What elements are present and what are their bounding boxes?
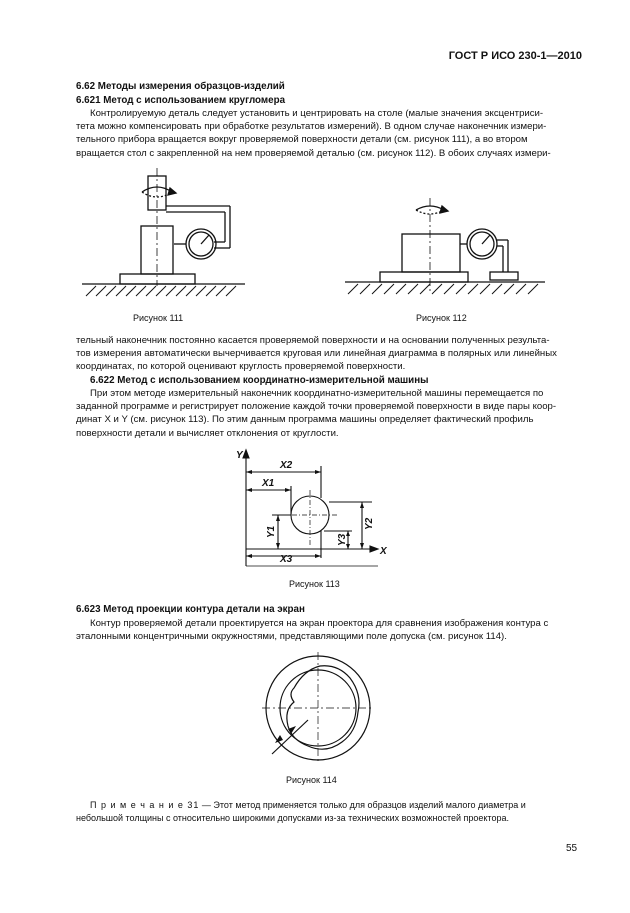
figure-111-caption: Рисунок 111 xyxy=(133,313,184,323)
text-line: При этом методе измерительный наконечник координатно-измерительной машины перемещается по xyxy=(90,388,544,399)
text-line: Контролируемую деталь следует установить и центрировать на столе (малые значения эксцентриси- xyxy=(90,108,544,119)
figure-114-drawing xyxy=(258,650,378,770)
figure-112-caption: Рисунок 112 xyxy=(416,313,467,323)
text-line: заданной программе и регистрирует положение каждой точки проверяемой поверхности в виде пары коор- xyxy=(76,401,557,413)
figure-113-drawing xyxy=(232,446,402,576)
text-line: эталонными концентричными окружностями, представляющими поле допуска (см. рисунок 114). xyxy=(76,631,507,643)
section-6-621-continued xyxy=(76,334,582,374)
text-line: тов измерения автоматически вычерчивается круговая или линейная диаграмма в полярных или линейных xyxy=(76,348,557,360)
section-6-622-text xyxy=(76,387,582,440)
page-number: 55 xyxy=(566,843,578,854)
note-31 xyxy=(76,799,582,824)
dim-y2-label: Y2 xyxy=(364,517,375,530)
section-6-623-text xyxy=(76,617,582,643)
text-line: Контур проверяемой детали проектируется на экран проектора для сравнения изображения контура с xyxy=(90,618,549,629)
text-line: тельный наконечник постоянно касается проверяемой поверхности и на основании полученных результа- xyxy=(76,335,550,346)
note-text-line1: — Этот метод применяется только для образцов изделий малого диаметра и xyxy=(199,800,526,810)
note-label: П р и м е ч а н и е 31 xyxy=(90,800,200,810)
section-6-62-title: 6.62 Методы измерения образцов-изделий xyxy=(76,81,285,92)
dim-x1-label: X1 xyxy=(262,478,275,489)
text-line: тельного прибора вращается вокруг проверяемой поверхности детали (см. рисунок 111), а во втором xyxy=(76,134,528,146)
figure-111-drawing xyxy=(80,168,260,308)
section-6-623-title: 6.623 Метод проекции контура детали на экран xyxy=(76,604,305,615)
note-text-line2: небольшой толщины с относительно широкими допусками из-за технических возможностей проектора. xyxy=(76,812,509,823)
figure-114-caption: Рисунок 114 xyxy=(286,775,337,785)
text-line: координатах, по которой оценивают круглость проверяемой поверхности. xyxy=(76,361,406,373)
figure-113-caption: Рисунок 113 xyxy=(289,579,340,589)
dim-y3-label: Y3 xyxy=(337,533,348,546)
text-line: тета можно компенсировать при обработке результатов измерений). В одном случае наконечник измери- xyxy=(76,121,547,133)
figure-112-drawing xyxy=(340,198,550,310)
dim-x2-label: X2 xyxy=(280,460,293,471)
text-line: динат X и Y (см. рисунок 113). По этим данным программа машины определяет фактический профиль xyxy=(76,414,534,426)
dim-x3-label: X3 xyxy=(280,554,293,565)
text-line: поверхности детали и вычисляет отклонения от круглости. xyxy=(76,427,339,439)
section-6-621-text xyxy=(76,107,582,160)
axis-x-label: X xyxy=(380,546,387,557)
dim-y1-label: Y1 xyxy=(266,525,277,538)
section-6-621-title: 6.621 Метод с использованием кругломера xyxy=(76,95,286,106)
document-header: ГОСТ Р ИСО 230-1—2010 xyxy=(448,50,582,62)
text-line: вращается стол с закрепленной на нем проверяемой деталью (см. рисунок 112). В обоих случаях измери- xyxy=(76,147,551,159)
axis-y-label: Y xyxy=(236,450,243,461)
section-6-622-title: 6.622 Метод с использованием координатно-измерительной машины xyxy=(90,375,429,386)
